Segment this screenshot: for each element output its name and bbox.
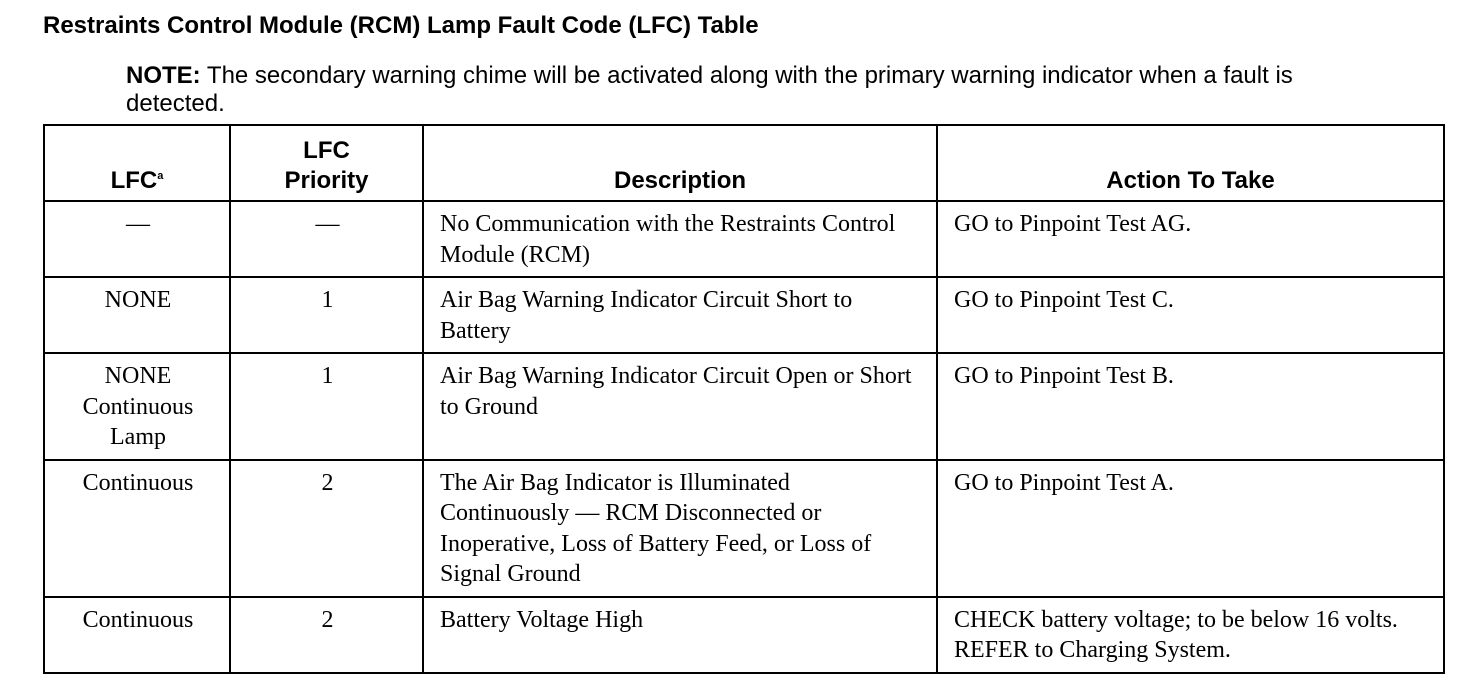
table-header-row: [44, 125, 1444, 201]
cell-lfc: [44, 597, 230, 673]
cell-priority: 1: [230, 353, 423, 460]
cell-lfc-line: Continuous: [82, 469, 194, 496]
table-row: [44, 597, 1444, 673]
cell-action: GO to Pinpoint Test C.: [937, 277, 1444, 353]
cell-lfc-line: —: [126, 211, 150, 237]
cell-lfc: [44, 460, 230, 597]
note-text: The secondary warning chime will be activated along with the primary warning indicator when a fault is detected.: [126, 62, 1293, 117]
cell-action: GO to Pinpoint Test B.: [937, 353, 1444, 460]
table-row: [44, 201, 1444, 277]
cell-description: No Communication with the Restraints Control Module (RCM): [423, 201, 937, 277]
table-row: [44, 277, 1444, 353]
cell-priority: 2: [230, 597, 423, 673]
lfc-table: [43, 124, 1445, 674]
header-lfc: [44, 125, 230, 201]
page-title: Restraints Control Module (RCM) Lamp Fault Code (LFC) Table: [43, 12, 759, 39]
cell-priority: 2: [230, 460, 423, 597]
cell-lfc-line: Lamp: [110, 424, 166, 450]
cell-description: Air Bag Warning Indicator Circuit Short to Battery: [423, 277, 937, 353]
header-lfc-label: LFC: [110, 167, 158, 194]
cell-lfc: [44, 277, 230, 353]
header-priority-line2: Priority: [284, 167, 369, 194]
cell-lfc-line: NONE: [104, 287, 172, 313]
cell-lfc: [44, 201, 230, 277]
cell-action: GO to Pinpoint Test A.: [937, 460, 1444, 597]
header-lfc-priority: [230, 125, 423, 201]
cell-action: GO to Pinpoint Test AG.: [937, 201, 1444, 277]
header-description: Description: [423, 125, 937, 201]
cell-lfc-line: Continuous: [82, 606, 194, 633]
cell-description: Battery Voltage High: [423, 597, 937, 673]
header-priority-line1: LFC: [303, 137, 350, 164]
cell-lfc-line: Continuous: [82, 393, 194, 420]
cell-action: CHECK battery voltage; to be below 16 volts. REFER to Charging System.: [937, 597, 1444, 673]
header-lfc-footnote-mark: a: [157, 170, 164, 182]
note: [126, 62, 1386, 118]
cell-lfc-line: NONE: [104, 363, 172, 389]
cell-description: Air Bag Warning Indicator Circuit Open or Short to Ground: [423, 353, 937, 460]
table-row: [44, 353, 1444, 460]
cell-lfc: [44, 353, 230, 460]
cell-description: The Air Bag Indicator is Illuminated Continuously — RCM Disconnected or Inoperative, Loss of Battery Feed, or Loss of Signal Ground: [423, 460, 937, 597]
cell-priority: 1: [230, 277, 423, 353]
note-label: NOTE:: [126, 62, 201, 89]
header-action: Action To Take: [937, 125, 1444, 201]
cell-priority: —: [230, 201, 423, 277]
table-row: [44, 460, 1444, 597]
